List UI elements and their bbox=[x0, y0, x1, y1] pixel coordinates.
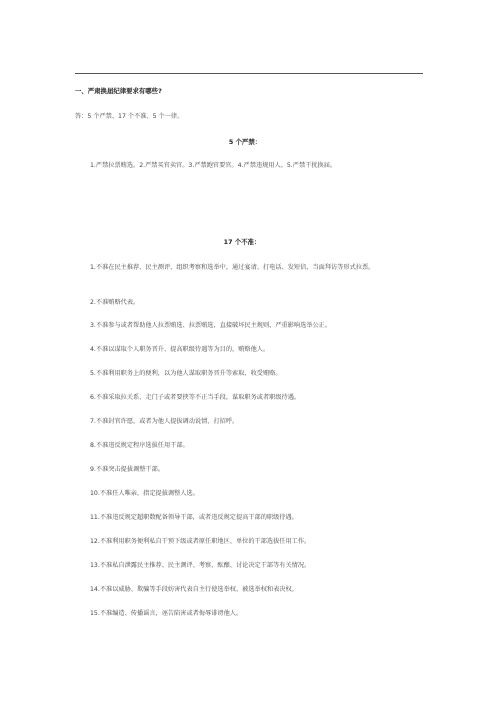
prohibition-item: 2.不准贿赂代表。 bbox=[90, 299, 140, 306]
five-prohibitions-text: 1.严禁拉票贿选。2.严禁买官卖官。3.严禁跑官要官。4.严禁违规用人。5.严禁干扰换届。 bbox=[90, 162, 337, 169]
prohibition-item: 15.不准编造、传播谣言，诬告陷害或者侮辱诽谤他人。 bbox=[90, 610, 243, 617]
prohibition-item: 13.不准私自泄露民主推荐、民主测评、考察、酝酿、讨论决定干部等有关情况。 bbox=[90, 562, 311, 569]
prohibition-item: 4.不准以谋取个人职务晋升、提高职级待遇等为目的，贿赂他人。 bbox=[90, 346, 270, 353]
top-rule-divider bbox=[75, 73, 423, 74]
prohibition-item: 7.不准封官许愿，或者为他人提拔调动说情、打招呼。 bbox=[90, 418, 239, 425]
prohibition-item: 5.不准利用职务上的便利，以为他人谋取职务晋升等索取、收受贿赂。 bbox=[90, 370, 282, 377]
prohibition-item: 1.不准在民主推荐、民主测评、组织考察和选举中，通过宴请、打电话、发短信、当面拜访等形式拉票。 bbox=[90, 264, 375, 271]
prohibition-item: 10.不准任人唯亲，指定提拔调整人选。 bbox=[90, 490, 199, 497]
five-prohibitions-heading: 5 个严禁： bbox=[228, 138, 262, 146]
prohibition-item: 9.不准突击提拔调整干部。 bbox=[90, 466, 164, 473]
seventeen-prohibitions-heading: 17 个不准： bbox=[223, 238, 261, 246]
prohibition-item: 6.不准采取拉关系、走门子或者要挟等不正当手段，谋取职务或者职级待遇。 bbox=[90, 394, 301, 401]
prohibition-item: 12.不准利用职务便利私自干预下级或者原任职地区、单位的干部选拔任用工作。 bbox=[90, 538, 311, 545]
prohibition-item: 3.不准参与或者帮助他人拉票贿选、拉票贿选，直接破坏民主规则，严重影响选举公正。 bbox=[90, 322, 332, 329]
answer-line: 答：5 个严禁、17 个不准、5 个一律。 bbox=[75, 113, 184, 120]
prohibition-item: 8.不准违反规定程序选拔任用干部。 bbox=[90, 442, 189, 449]
prohibition-item: 11.不准违反规定超职数配备领导干部，或者违反规定提高干部的职级待遇。 bbox=[90, 514, 298, 521]
section-heading: 一、严肃换届纪律要求有哪些? bbox=[75, 87, 162, 95]
prohibition-item: 14.不准以威胁、欺骗等手段妨害代表自主行使选举权、被选举权和表决权。 bbox=[90, 586, 298, 593]
